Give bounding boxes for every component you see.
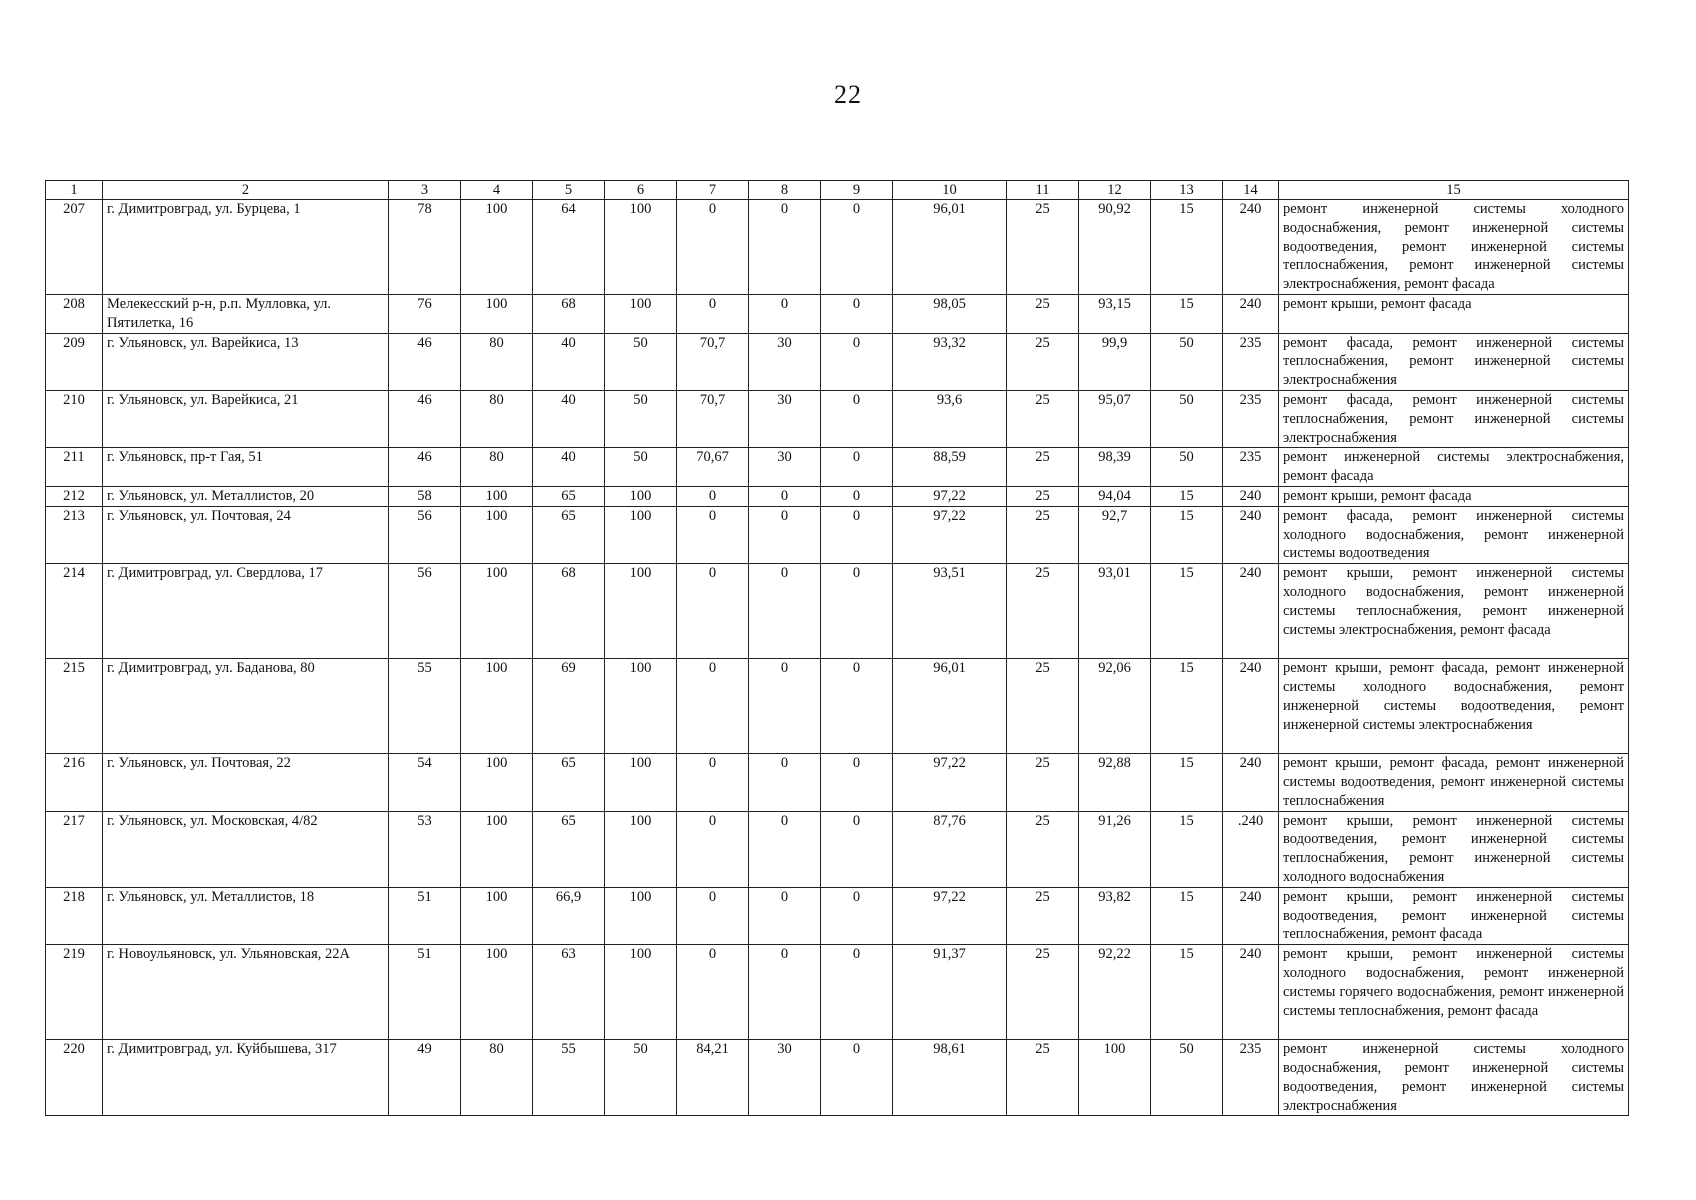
- row-number-cell: 213: [46, 506, 103, 563]
- address-cell: г. Ульяновск, ул. Варейкиса, 13: [103, 333, 389, 390]
- value-cell: 65: [533, 754, 605, 811]
- value-cell: 93,15: [1079, 295, 1151, 334]
- value-cell: 25: [1007, 659, 1079, 754]
- value-cell: 92,7: [1079, 506, 1151, 563]
- value-cell: 58: [389, 486, 461, 506]
- value-cell: 100: [461, 564, 533, 659]
- value-cell: 40: [533, 448, 605, 487]
- value-cell: 50: [1151, 390, 1223, 447]
- value-cell: 98,05: [893, 295, 1007, 334]
- value-cell: 98,61: [893, 1040, 1007, 1116]
- value-cell: 97,22: [893, 506, 1007, 563]
- value-cell: 0: [749, 887, 821, 944]
- row-number-cell: 218: [46, 887, 103, 944]
- value-cell: 53: [389, 811, 461, 887]
- value-cell: 0: [677, 486, 749, 506]
- table-row: [46, 1040, 1629, 1116]
- value-cell: 64: [533, 200, 605, 295]
- page-number: 22: [834, 80, 862, 109]
- value-cell: 15: [1151, 887, 1223, 944]
- value-cell: 55: [389, 659, 461, 754]
- value-cell: 100: [605, 200, 677, 295]
- address-cell: Мелекесский р-н, р.п. Мулловка, ул. Пятилетка, 16: [103, 295, 389, 334]
- table-row: [46, 811, 1629, 887]
- value-cell: 63: [533, 945, 605, 1040]
- value-cell: 0: [749, 200, 821, 295]
- row-number-cell: 215: [46, 659, 103, 754]
- value-cell: 78: [389, 200, 461, 295]
- value-cell: 65: [533, 486, 605, 506]
- value-cell: 68: [533, 295, 605, 334]
- address-cell: г. Ульяновск, ул. Московская, 4/82: [103, 811, 389, 887]
- value-cell: 100: [461, 945, 533, 1040]
- value-cell: 93,32: [893, 333, 1007, 390]
- value-cell: 0: [821, 295, 893, 334]
- column-header: 7: [677, 181, 749, 200]
- value-cell: 0: [821, 390, 893, 447]
- value-cell: 91,37: [893, 945, 1007, 1040]
- value-cell: 50: [1151, 1040, 1223, 1116]
- works-cell: ремонт крыши, ремонт инженерной системы холодного водоснабжения, ремонт инженерной системы теплоснабжения, ремонт инженерной системы электроснабжения, ремонт фасада: [1279, 564, 1629, 659]
- value-cell: 0: [821, 200, 893, 295]
- value-cell: 25: [1007, 200, 1079, 295]
- table-row: [46, 659, 1629, 754]
- value-cell: 100: [605, 754, 677, 811]
- value-cell: 0: [677, 887, 749, 944]
- value-cell: 100: [605, 811, 677, 887]
- value-cell: 96,01: [893, 200, 1007, 295]
- value-cell: 235: [1223, 333, 1279, 390]
- value-cell: 84,21: [677, 1040, 749, 1116]
- value-cell: 0: [749, 945, 821, 1040]
- address-cell: г. Димитровград, ул. Куйбышева, 317: [103, 1040, 389, 1116]
- value-cell: 0: [677, 945, 749, 1040]
- value-cell: 0: [749, 486, 821, 506]
- value-cell: 100: [605, 659, 677, 754]
- value-cell: 99,9: [1079, 333, 1151, 390]
- value-cell: 0: [821, 486, 893, 506]
- value-cell: 97,22: [893, 887, 1007, 944]
- value-cell: 80: [461, 448, 533, 487]
- table-row: [46, 448, 1629, 487]
- value-cell: 240: [1223, 486, 1279, 506]
- value-cell: 80: [461, 1040, 533, 1116]
- value-cell: 92,06: [1079, 659, 1151, 754]
- value-cell: 0: [749, 811, 821, 887]
- value-cell: 15: [1151, 945, 1223, 1040]
- value-cell: 0: [821, 659, 893, 754]
- value-cell: 66,9: [533, 887, 605, 944]
- value-cell: 15: [1151, 486, 1223, 506]
- value-cell: 94,04: [1079, 486, 1151, 506]
- value-cell: 240: [1223, 295, 1279, 334]
- value-cell: 100: [461, 295, 533, 334]
- works-cell: ремонт крыши, ремонт фасада, ремонт инженерной системы холодного водоснабжения, ремонт инженерной системы водоотведения, ремонт инженерной системы электроснабжения: [1279, 659, 1629, 754]
- table-row: [46, 506, 1629, 563]
- row-number-cell: 209: [46, 333, 103, 390]
- row-number-cell: 219: [46, 945, 103, 1040]
- value-cell: 100: [461, 486, 533, 506]
- column-header: 8: [749, 181, 821, 200]
- table-row: [46, 333, 1629, 390]
- value-cell: 30: [749, 448, 821, 487]
- works-cell: ремонт фасада, ремонт инженерной системы теплоснабжения, ремонт инженерной системы электроснабжения: [1279, 390, 1629, 447]
- column-header: 9: [821, 181, 893, 200]
- value-cell: 93,51: [893, 564, 1007, 659]
- value-cell: 100: [605, 564, 677, 659]
- value-cell: 50: [605, 333, 677, 390]
- value-cell: 100: [461, 811, 533, 887]
- value-cell: 96,01: [893, 659, 1007, 754]
- value-cell: 92,22: [1079, 945, 1151, 1040]
- column-header: 12: [1079, 181, 1151, 200]
- value-cell: 40: [533, 333, 605, 390]
- value-cell: 56: [389, 506, 461, 563]
- value-cell: 46: [389, 333, 461, 390]
- value-cell: 69: [533, 659, 605, 754]
- address-cell: г. Ульяновск, ул. Металлистов, 18: [103, 887, 389, 944]
- row-number-cell: 216: [46, 754, 103, 811]
- value-cell: 15: [1151, 754, 1223, 811]
- value-cell: 25: [1007, 390, 1079, 447]
- row-number-cell: 211: [46, 448, 103, 487]
- value-cell: 97,22: [893, 754, 1007, 811]
- value-cell: 15: [1151, 506, 1223, 563]
- value-cell: 50: [605, 448, 677, 487]
- value-cell: 25: [1007, 506, 1079, 563]
- column-number-row: [46, 181, 1629, 200]
- value-cell: 0: [821, 564, 893, 659]
- works-cell: ремонт крыши, ремонт фасада, ремонт инженерной системы водоотведения, ремонт инженерной системы теплоснабжения: [1279, 754, 1629, 811]
- column-header: 13: [1151, 181, 1223, 200]
- address-cell: г. Ульяновск, ул. Металлистов, 20: [103, 486, 389, 506]
- row-number-cell: 210: [46, 390, 103, 447]
- value-cell: 76: [389, 295, 461, 334]
- row-number-cell: 214: [46, 564, 103, 659]
- value-cell: 87,76: [893, 811, 1007, 887]
- value-cell: 0: [821, 811, 893, 887]
- table-row: [46, 564, 1629, 659]
- value-cell: 88,59: [893, 448, 1007, 487]
- value-cell: 240: [1223, 564, 1279, 659]
- value-cell: 30: [749, 1040, 821, 1116]
- column-header: 1: [46, 181, 103, 200]
- value-cell: 0: [677, 200, 749, 295]
- value-cell: 56: [389, 564, 461, 659]
- row-number-cell: 207: [46, 200, 103, 295]
- value-cell: 25: [1007, 564, 1079, 659]
- repair-priority-table: [45, 180, 1629, 1116]
- value-cell: 65: [533, 811, 605, 887]
- column-header: 10: [893, 181, 1007, 200]
- value-cell: 15: [1151, 811, 1223, 887]
- value-cell: 0: [821, 333, 893, 390]
- row-number-cell: 220: [46, 1040, 103, 1116]
- table-row: [46, 486, 1629, 506]
- value-cell: 0: [677, 659, 749, 754]
- value-cell: 70,7: [677, 333, 749, 390]
- value-cell: 40: [533, 390, 605, 447]
- value-cell: 95,07: [1079, 390, 1151, 447]
- address-cell: г. Димитровград, ул. Свердлова, 17: [103, 564, 389, 659]
- row-number-cell: 208: [46, 295, 103, 334]
- table-row: [46, 390, 1629, 447]
- value-cell: 80: [461, 333, 533, 390]
- value-cell: 25: [1007, 486, 1079, 506]
- works-cell: ремонт фасада, ремонт инженерной системы холодного водоснабжения, ремонт инженерной системы водоотведения: [1279, 506, 1629, 563]
- value-cell: 0: [821, 506, 893, 563]
- value-cell: 51: [389, 945, 461, 1040]
- address-cell: г. Димитровград, ул. Бурцева, 1: [103, 200, 389, 295]
- address-cell: г. Ульяновск, ул. Почтовая, 24: [103, 506, 389, 563]
- value-cell: 0: [821, 448, 893, 487]
- value-cell: 100: [605, 945, 677, 1040]
- row-number-cell: 212: [46, 486, 103, 506]
- value-cell: 240: [1223, 659, 1279, 754]
- value-cell: 235: [1223, 390, 1279, 447]
- column-header: 4: [461, 181, 533, 200]
- value-cell: 46: [389, 448, 461, 487]
- value-cell: 91,26: [1079, 811, 1151, 887]
- table-row: [46, 754, 1629, 811]
- value-cell: 25: [1007, 1040, 1079, 1116]
- value-cell: 55: [533, 1040, 605, 1116]
- value-cell: 50: [1151, 448, 1223, 487]
- value-cell: 100: [605, 887, 677, 944]
- works-cell: ремонт инженерной системы электроснабжения, ремонт фасада: [1279, 448, 1629, 487]
- value-cell: 25: [1007, 887, 1079, 944]
- value-cell: 93,01: [1079, 564, 1151, 659]
- value-cell: 0: [749, 659, 821, 754]
- column-header: 6: [605, 181, 677, 200]
- column-header: 3: [389, 181, 461, 200]
- value-cell: 30: [749, 390, 821, 447]
- value-cell: 25: [1007, 945, 1079, 1040]
- works-cell: ремонт крыши, ремонт фасада: [1279, 295, 1629, 334]
- works-cell: ремонт фасада, ремонт инженерной системы теплоснабжения, ремонт инженерной системы электроснабжения: [1279, 333, 1629, 390]
- works-cell: ремонт крыши, ремонт инженерной системы холодного водоснабжения, ремонт инженерной системы горячего водоснабжения, ремонт инженерной системы теплоснабжения, ремонт фасада: [1279, 945, 1629, 1040]
- value-cell: 50: [605, 1040, 677, 1116]
- value-cell: 25: [1007, 754, 1079, 811]
- column-header: 11: [1007, 181, 1079, 200]
- value-cell: 92,88: [1079, 754, 1151, 811]
- column-header: 2: [103, 181, 389, 200]
- value-cell: 51: [389, 887, 461, 944]
- value-cell: 0: [821, 945, 893, 1040]
- value-cell: 25: [1007, 295, 1079, 334]
- value-cell: 235: [1223, 448, 1279, 487]
- value-cell: 90,92: [1079, 200, 1151, 295]
- value-cell: 100: [461, 754, 533, 811]
- value-cell: 240: [1223, 200, 1279, 295]
- address-cell: г. Ульяновск, ул. Варейкиса, 21: [103, 390, 389, 447]
- value-cell: .240: [1223, 811, 1279, 887]
- works-cell: ремонт крыши, ремонт инженерной системы водоотведения, ремонт инженерной системы теплоснабжения, ремонт инженерной системы холодного водоснабжения: [1279, 811, 1629, 887]
- value-cell: 100: [605, 486, 677, 506]
- address-cell: г. Ульяновск, пр-т Гая, 51: [103, 448, 389, 487]
- value-cell: 30: [749, 333, 821, 390]
- column-header: 14: [1223, 181, 1279, 200]
- value-cell: 68: [533, 564, 605, 659]
- value-cell: 240: [1223, 506, 1279, 563]
- value-cell: 235: [1223, 1040, 1279, 1116]
- value-cell: 15: [1151, 564, 1223, 659]
- value-cell: 46: [389, 390, 461, 447]
- value-cell: 50: [605, 390, 677, 447]
- works-cell: ремонт крыши, ремонт инженерной системы водоотведения, ремонт инженерной системы теплоснабжения, ремонт фасада: [1279, 887, 1629, 944]
- value-cell: 0: [749, 295, 821, 334]
- value-cell: 0: [677, 564, 749, 659]
- value-cell: 0: [677, 295, 749, 334]
- value-cell: 80: [461, 390, 533, 447]
- value-cell: 0: [749, 564, 821, 659]
- value-cell: 0: [821, 1040, 893, 1116]
- value-cell: 50: [1151, 333, 1223, 390]
- column-header: 5: [533, 181, 605, 200]
- value-cell: 100: [461, 659, 533, 754]
- value-cell: 100: [461, 506, 533, 563]
- value-cell: 0: [677, 506, 749, 563]
- column-header: 15: [1279, 181, 1629, 200]
- value-cell: 15: [1151, 200, 1223, 295]
- value-cell: 93,6: [893, 390, 1007, 447]
- value-cell: 100: [461, 887, 533, 944]
- value-cell: 100: [605, 295, 677, 334]
- value-cell: 98,39: [1079, 448, 1151, 487]
- value-cell: 25: [1007, 811, 1079, 887]
- value-cell: 100: [461, 200, 533, 295]
- table-row: [46, 295, 1629, 334]
- value-cell: 54: [389, 754, 461, 811]
- value-cell: 49: [389, 1040, 461, 1116]
- row-number-cell: 217: [46, 811, 103, 887]
- value-cell: 100: [1079, 1040, 1151, 1116]
- value-cell: 240: [1223, 945, 1279, 1040]
- value-cell: 25: [1007, 448, 1079, 487]
- value-cell: 70,67: [677, 448, 749, 487]
- value-cell: 93,82: [1079, 887, 1151, 944]
- address-cell: г. Ульяновск, ул. Почтовая, 22: [103, 754, 389, 811]
- value-cell: 0: [677, 754, 749, 811]
- value-cell: 15: [1151, 295, 1223, 334]
- value-cell: 100: [605, 506, 677, 563]
- table-row: [46, 945, 1629, 1040]
- value-cell: 97,22: [893, 486, 1007, 506]
- value-cell: 25: [1007, 333, 1079, 390]
- works-cell: ремонт инженерной системы холодного водоснабжения, ремонт инженерной системы водоотведения, ремонт инженерной системы теплоснабжения, ремонт инженерной системы электроснабжения, ремонт фасада: [1279, 200, 1629, 295]
- works-cell: ремонт инженерной системы холодного водоснабжения, ремонт инженерной системы водоотведения, ремонт инженерной системы электроснабжения: [1279, 1040, 1629, 1116]
- value-cell: 0: [677, 811, 749, 887]
- value-cell: 0: [821, 754, 893, 811]
- value-cell: 65: [533, 506, 605, 563]
- value-cell: 0: [749, 506, 821, 563]
- address-cell: г. Димитровград, ул. Баданова, 80: [103, 659, 389, 754]
- table-row: [46, 887, 1629, 944]
- works-cell: ремонт крыши, ремонт фасада: [1279, 486, 1629, 506]
- address-cell: г. Новоульяновск, ул. Ульяновская, 22А: [103, 945, 389, 1040]
- value-cell: 240: [1223, 887, 1279, 944]
- value-cell: 240: [1223, 754, 1279, 811]
- value-cell: 0: [749, 754, 821, 811]
- value-cell: 70,7: [677, 390, 749, 447]
- value-cell: 15: [1151, 659, 1223, 754]
- value-cell: 0: [821, 887, 893, 944]
- table-row: [46, 200, 1629, 295]
